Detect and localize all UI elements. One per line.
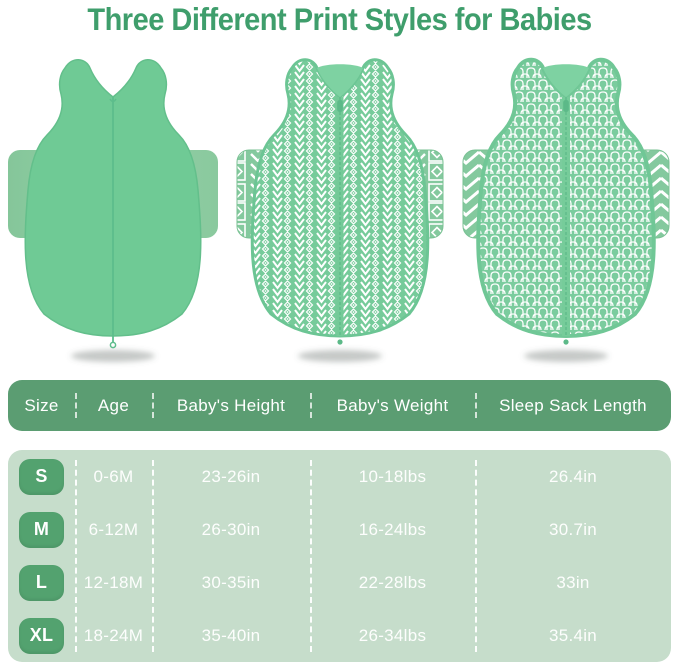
- cell-height: 23-26in: [201, 466, 261, 486]
- product-gallery: [0, 42, 679, 372]
- header-age: Age: [97, 395, 130, 415]
- size-badge: L: [19, 565, 64, 601]
- product-shadow: [298, 350, 382, 362]
- cell-length: 26.4in: [548, 466, 598, 486]
- cell-length: 35.4in: [548, 625, 598, 645]
- cell-age: 12-18M: [83, 572, 144, 592]
- header-baby-height: Baby's Height: [176, 395, 286, 415]
- zipper-pull: [110, 342, 115, 347]
- column-divider: [152, 393, 154, 418]
- chevron-print-sleep-sack-image: [227, 42, 453, 372]
- column-divider: [310, 460, 312, 652]
- size-badge: M: [19, 512, 64, 548]
- size-chart-body: [8, 450, 671, 662]
- cell-height: 35-40in: [201, 625, 261, 645]
- column-divider: [75, 393, 77, 418]
- cell-age: 0-6M: [93, 466, 134, 486]
- cell-weight: 16-24lbs: [358, 519, 427, 539]
- cell-length: 33in: [556, 572, 590, 592]
- zipper-pull: [337, 100, 343, 112]
- product-shadow: [524, 350, 608, 362]
- size-badge: S: [19, 459, 64, 495]
- header-sleep-sack-length: Sleep Sack Length: [499, 395, 647, 415]
- header-size: Size: [24, 395, 59, 415]
- geometric-print-sleep-sack-image: [453, 42, 679, 372]
- column-divider: [152, 460, 154, 652]
- page-title: Three Different Print Styles for Babies: [87, 3, 592, 38]
- cell-weight: 10-18lbs: [358, 466, 427, 486]
- cell-age: 18-24M: [83, 625, 144, 645]
- column-divider: [475, 393, 477, 418]
- product-sleep-sack-geometric: [453, 42, 679, 372]
- product-sleep-sack-chevron: [227, 42, 453, 372]
- product-shadow: [71, 350, 155, 362]
- size-chart-header: [8, 380, 671, 431]
- product-sleep-sack-solid: [0, 42, 226, 372]
- column-divider: [75, 460, 77, 652]
- header-baby-weight: Baby's Weight: [336, 395, 449, 415]
- column-divider: [475, 460, 477, 652]
- zipper-pull: [563, 100, 569, 112]
- column-divider: [310, 393, 312, 418]
- solid-print-sleep-sack-image: [0, 42, 226, 372]
- cell-height: 30-35in: [201, 572, 261, 592]
- size-badge: XL: [19, 618, 64, 654]
- cell-weight: 26-34lbs: [358, 625, 427, 645]
- cell-height: 26-30in: [201, 519, 261, 539]
- cell-weight: 22-28lbs: [358, 572, 427, 592]
- cell-length: 30.7in: [548, 519, 598, 539]
- cell-age: 6-12M: [88, 519, 139, 539]
